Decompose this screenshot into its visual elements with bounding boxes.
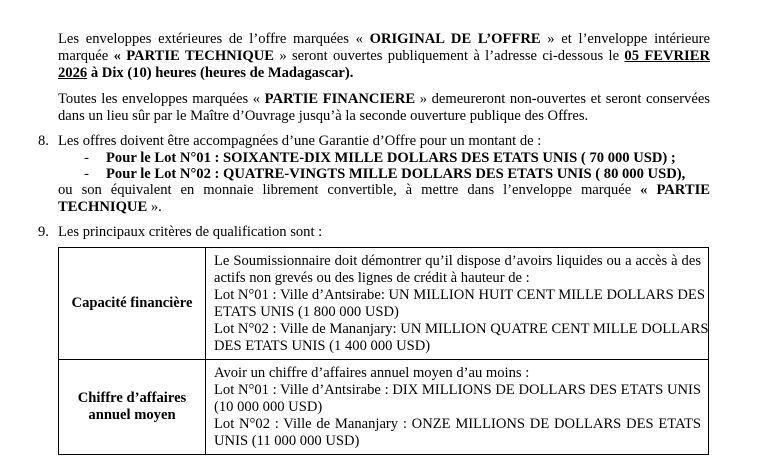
- original-offre-label: ORIGINAL DE L’OFFRE: [369, 31, 541, 47]
- guarantee-equivalent-paragraph: [58, 182, 710, 216]
- cell-line: Le Soumissionnaire doit démontrer qu’il dispose d’avoirs liquides ou a accès à des: [214, 253, 701, 269]
- item-number-8: 8.: [38, 133, 49, 149]
- cell-line: Lot N°01 : Ville d’Antsirabe: UN MILLION HUIT CENT MILLE DOLLARS DES: [214, 287, 705, 303]
- opening-date: 05 FEVRIER: [624, 48, 710, 64]
- cell-line: DES ETATS UNIS (1 400 000 USD): [214, 338, 431, 354]
- criterion-label-financial-capacity: Capacité financière: [59, 248, 206, 360]
- text: » et l’enveloppe intérieure: [540, 31, 711, 47]
- opening-line-3: [58, 65, 710, 82]
- partie-label: « PARTIE: [640, 182, 710, 198]
- label-line: annuel moyen: [88, 407, 176, 423]
- cell-line: (10 000 000 USD): [214, 399, 323, 415]
- financial-envelope-paragraph: [58, 91, 710, 125]
- guarantee-lot-2-text: Pour le Lot N°02 : QUATRE-VINGTS MILLE DOLLARS DES ETATS UNIS ( 80 000 USD),: [106, 166, 686, 182]
- equivalent-line-1: [58, 182, 710, 199]
- cell-line: Lot N°02 : Ville de Mananjary : ONZE MILLIONS DE DOLLARS DES ETATS: [214, 416, 701, 432]
- text: » seront ouvertes publiquement à l’adresse ci-dessous le: [274, 48, 625, 64]
- equivalent-line-2: [58, 199, 710, 216]
- guarantee-lot-2: [84, 166, 710, 183]
- text: ou son équivalent en monnaie librement convertible, à mettre dans l’enveloppe marquée: [58, 182, 641, 198]
- criterion-details-average-turnover: [206, 360, 709, 455]
- item-number-9: 9.: [38, 224, 49, 240]
- guarantee-lot-1-text: Pour le Lot N°01 : SOIXANTE-DIX MILLE DOLLARS DES ETATS UNIS ( 70 000 USD) ;: [106, 150, 676, 166]
- partie-financiere-label: PARTIE FINANCIERE: [264, 91, 416, 107]
- guarantee-lot-1: [84, 150, 710, 167]
- cell-line: Avoir un chiffre d’affaires annuel moyen d’au moins :: [214, 365, 530, 381]
- text: » demeureront non-ouvertes et seront conservées: [415, 91, 710, 107]
- text: marquée: [58, 48, 114, 64]
- bullet-dash: -: [84, 166, 89, 182]
- financial-line-1: [58, 91, 710, 108]
- criterion-label-average-turnover: [59, 360, 206, 455]
- cell-line: Lot N°02 : Ville de Mananjary: UN MILLION QUATRE CENT MILLE DOLLARS: [214, 321, 709, 337]
- guarantee-intro: Les offres doivent être accompagnées d’une Garantie d’Offre pour un montant de :: [58, 133, 542, 149]
- text: ».: [147, 199, 162, 215]
- text: à: [87, 65, 102, 81]
- table-row: [59, 360, 709, 455]
- opening-paragraph: [58, 31, 710, 82]
- technique-label: TECHNIQUE: [58, 199, 148, 215]
- opening-line-1: [58, 31, 710, 48]
- cell-line: actifs non grevés ou des lignes de crédit à hauteur de :: [214, 270, 530, 286]
- criterion-details-financial-capacity: [206, 248, 709, 360]
- opening-time: Dix (10) heures (heures de Madagascar).: [101, 65, 354, 81]
- text: Toutes les enveloppes marquées «: [58, 91, 265, 107]
- item-8-intro: [58, 133, 710, 150]
- table-row: [59, 248, 709, 360]
- opening-year: 2026: [58, 65, 88, 81]
- financial-line-2: dans un lieu sûr par le Maître d’Ouvrage jusqu’à la seconde ouverture publique des Offres.: [58, 108, 589, 124]
- criteria-intro: Les principaux critères de qualification sont :: [58, 224, 323, 240]
- bullet-dash: -: [84, 150, 89, 166]
- qualification-criteria-table: [58, 247, 709, 455]
- cell-line: Lot N°01 : Ville d’Antsirabe : DIX MILLIONS DE DOLLARS DES ETATS UNIS: [214, 382, 701, 398]
- partie-technique-label: « PARTIE TECHNIQUE: [113, 48, 275, 64]
- opening-line-2: [58, 48, 710, 65]
- label-line: Chiffre d’affaires: [77, 390, 187, 406]
- item-9-intro: [58, 224, 710, 241]
- cell-line: UNIS (11 000 000 USD): [214, 433, 360, 449]
- cell-line: ETATS UNIS (1 800 000 USD): [214, 304, 399, 320]
- text: Les enveloppes extérieures de l’offre marquées «: [58, 31, 370, 47]
